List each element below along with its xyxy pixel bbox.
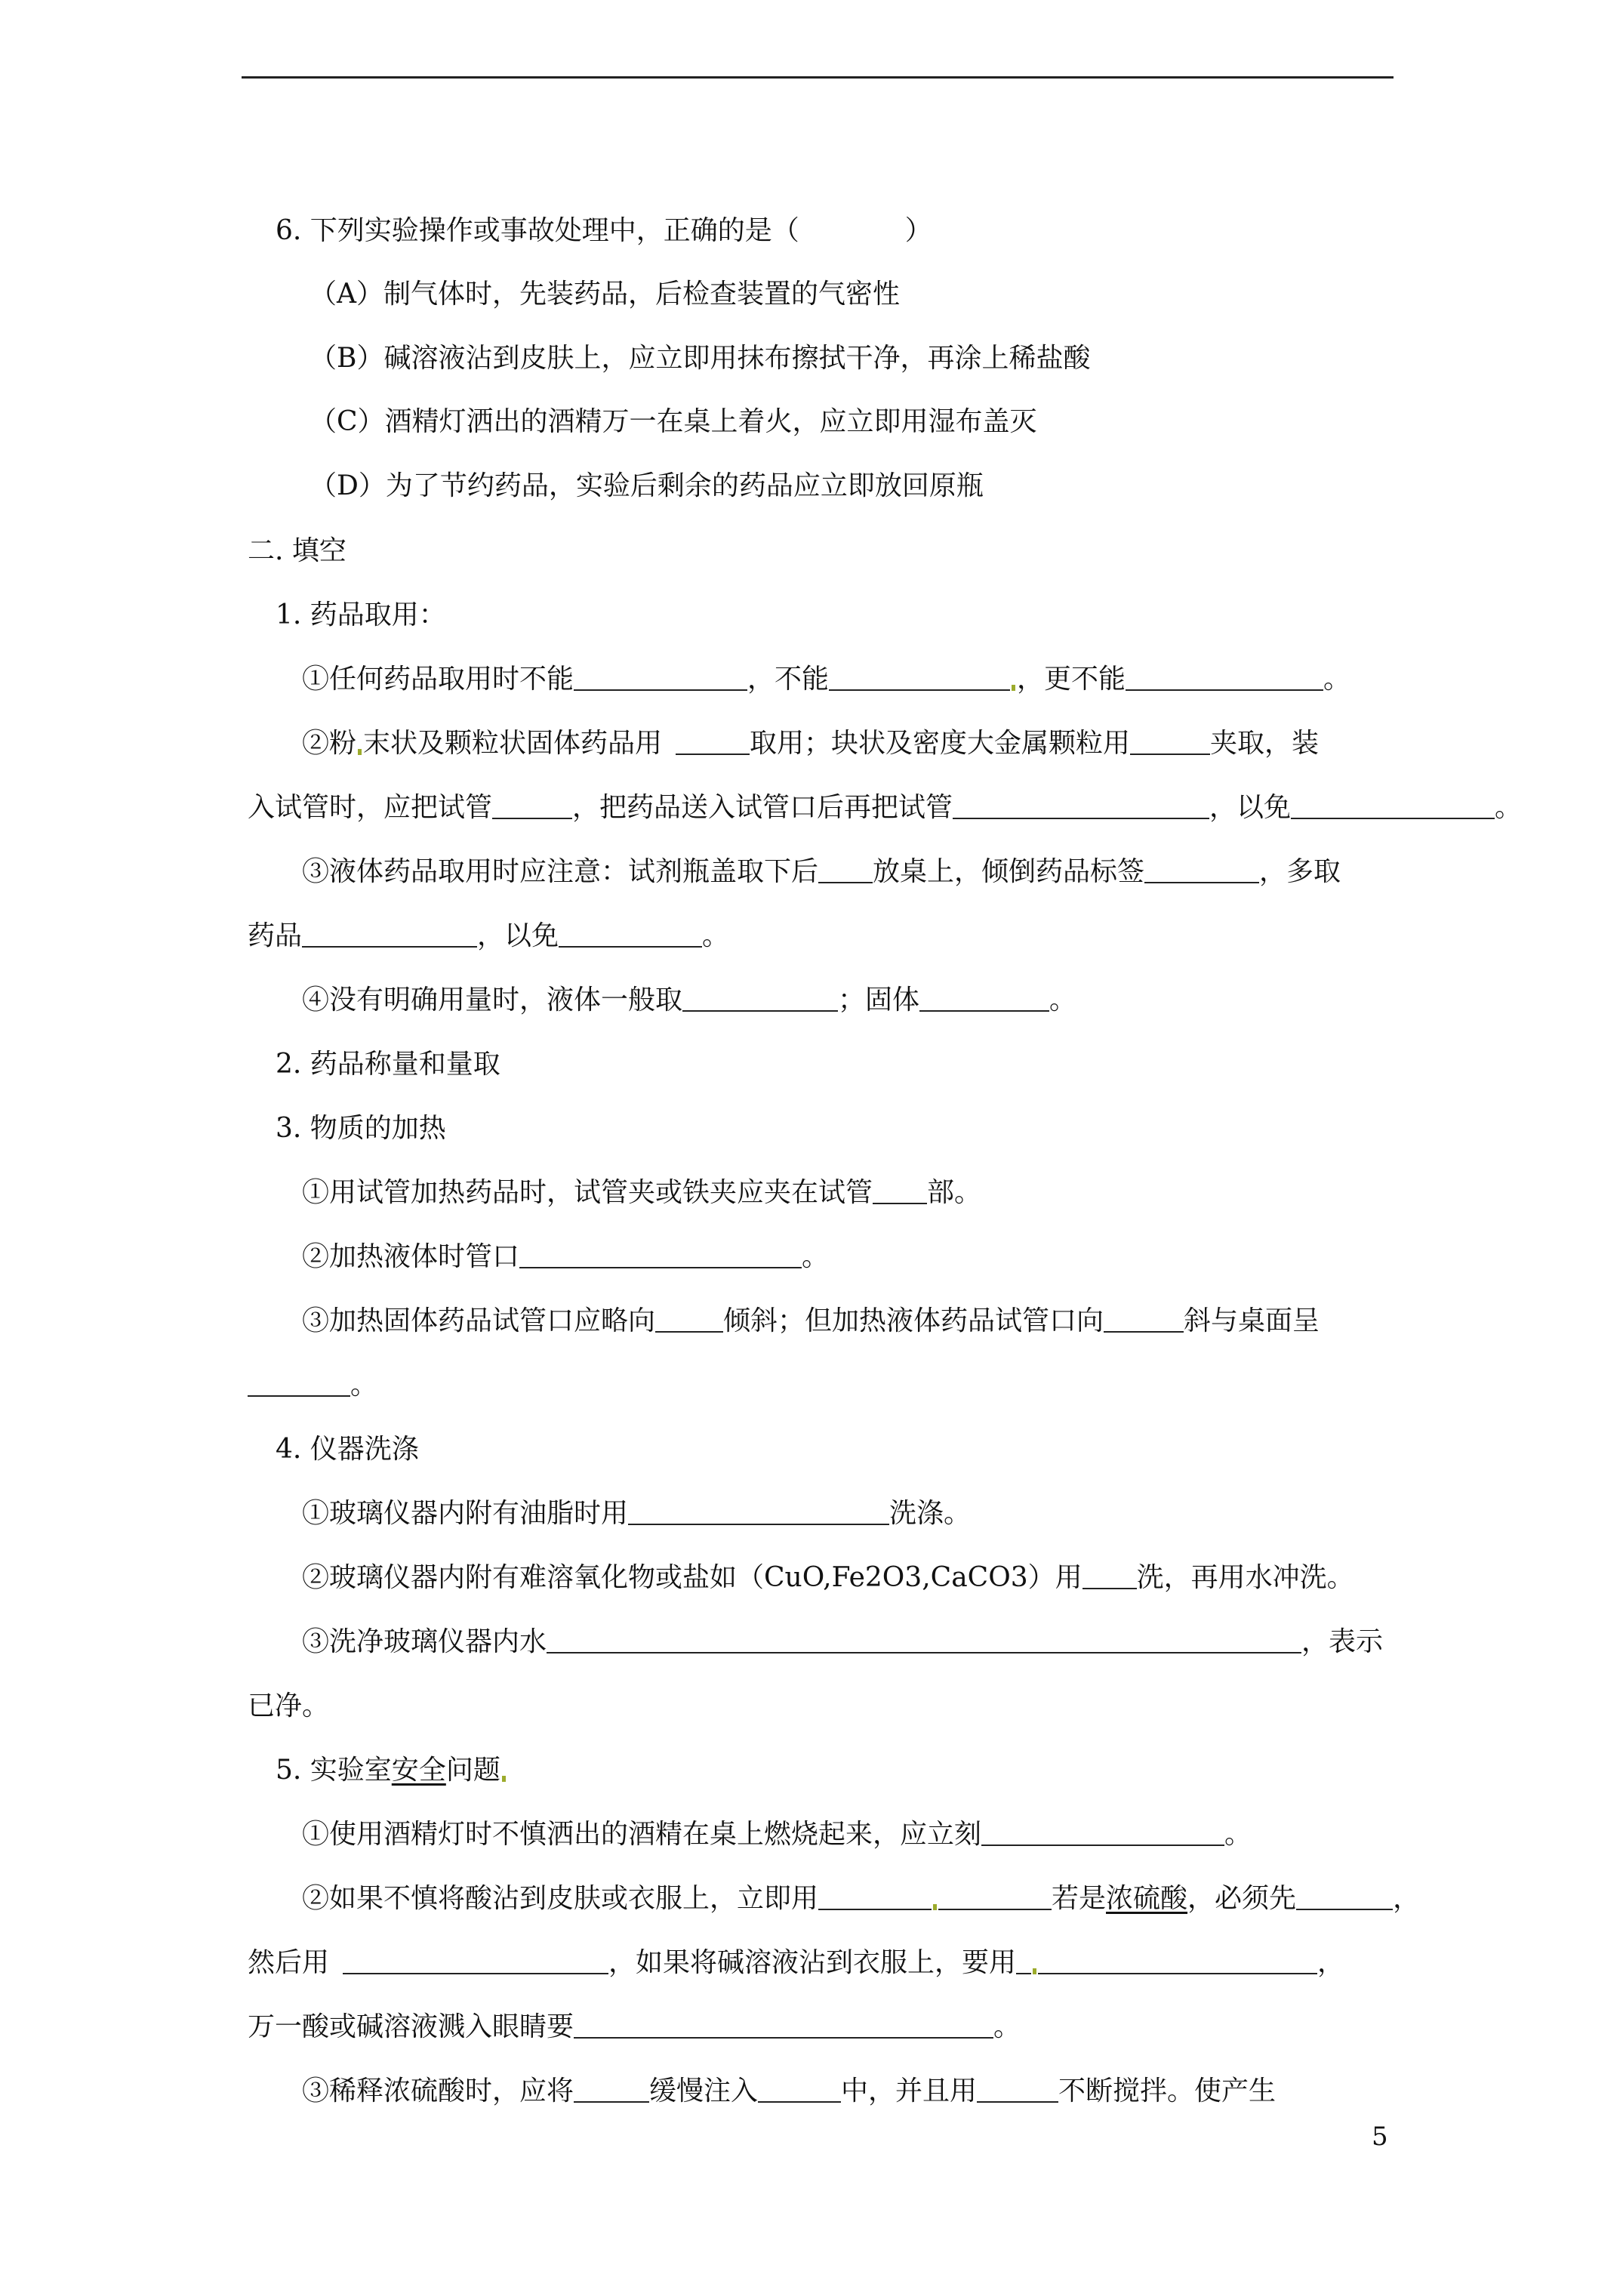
ink-dot	[933, 1904, 937, 1910]
ink-dot	[358, 749, 362, 755]
s5-line-5: ③稀释浓硫酸时，应将 缓慢注入 中，并且用 不断搅拌。使产生	[302, 2076, 1277, 2106]
blank[interactable]	[919, 983, 1049, 1012]
blank[interactable]	[655, 1304, 723, 1333]
s5-line-4: 万一酸或碱溶液溅入眼睛要 。	[248, 2011, 1021, 2042]
s1-line-4: ③液体药品取用时应注意：试剂瓶盖取下后 放桌上，倾倒药品标签 ，多取	[302, 856, 1341, 887]
s1-line-3: 入试管时，应把试管 ，把药品送入试管口后再把试管 ，以免 。	[248, 792, 1523, 823]
blank[interactable]	[977, 2074, 1058, 2103]
option-d: （D）为了节约药品，实验后剩余的药品应立即放回原瓶	[310, 470, 984, 501]
section-title: 二. 填空	[248, 535, 346, 566]
blank[interactable]	[938, 1881, 1052, 1910]
header-rule	[242, 76, 1394, 79]
blank[interactable]	[758, 2074, 841, 2103]
blank[interactable]	[981, 1817, 1224, 1846]
s4-line-4: 已净。	[248, 1690, 330, 1721]
option-c: （C）酒精灯洒出的酒精万一在桌上着火，应立即用湿布盖灭	[310, 406, 1037, 437]
blank[interactable]	[559, 919, 702, 948]
blank[interactable]	[1130, 726, 1210, 755]
blank[interactable]	[818, 855, 873, 883]
s3-line-4: 。	[248, 1367, 377, 1404]
blank[interactable]	[302, 919, 477, 948]
question-6-stem: 6. 下列实验操作或事故处理中，正确的是（ ）	[276, 215, 932, 246]
blank[interactable]	[492, 791, 572, 819]
blank[interactable]	[953, 791, 1209, 819]
page-number: 5	[1372, 2122, 1388, 2152]
s3-line-3: ③加热固体药品试管口应略向 倾斜；但加热液体药品试管口向 斜与桌面呈	[302, 1305, 1320, 1336]
subsection-2-title: 2. 药品称量和量取	[276, 1049, 500, 1080]
s4-line-2: ②玻璃仪器内附有难溶氧化物或盐如（CuO,Fe2O3,CaCO3）用 洗，再用水冲洗。	[302, 1562, 1354, 1593]
option-a: （A）制气体时，先装药品，后检查装置的气密性	[310, 279, 900, 310]
s1-line-6: ④没有明确用量时，液体一般取 ；固体 。	[302, 985, 1077, 1015]
s1-line-1: ①任何药品取用时不能 ，不能 ，更不能 。	[302, 664, 1351, 695]
blank[interactable]	[574, 2074, 649, 2103]
s1-line-2: ②粉 末状及颗粒状固体药品用 取用；块状及密度大金属颗粒用 夹取，装	[302, 728, 1320, 759]
blank[interactable]	[1038, 1946, 1317, 1974]
s5-line-3: 然后用 ，如果将碱溶液沾到衣服上，要用 ，	[248, 1947, 1345, 1978]
ink-dot	[1033, 1968, 1036, 1974]
blank[interactable]	[519, 1240, 802, 1268]
blank[interactable]	[1126, 662, 1323, 691]
blank[interactable]	[1104, 1304, 1184, 1333]
s3-line-2: ②加热液体时管口 。	[302, 1241, 830, 1272]
blank[interactable]	[248, 1368, 350, 1397]
blank[interactable]	[1144, 855, 1259, 883]
blank[interactable]	[829, 662, 1010, 691]
blank[interactable]	[676, 726, 750, 755]
subsection-3-title: 3. 物质的加热	[276, 1113, 446, 1144]
blank[interactable]	[574, 2010, 993, 2039]
blank[interactable]	[873, 1176, 927, 1204]
subsection-1-title: 1. 药品取用：	[276, 599, 446, 630]
subsection-4-title: 4. 仪器洗涤	[276, 1434, 419, 1465]
s1-line-5: 药品 ，以免 。	[248, 920, 730, 951]
s5-line-1: ①使用酒精灯时不慎洒出的酒精在桌上燃烧起来，应立刻 。	[302, 1819, 1252, 1850]
option-b: （B）碱溶液沾到皮肤上，应立即用抹布擦拭干净，再涂上稀盐酸	[310, 343, 1091, 374]
s4-line-1: ①玻璃仪器内附有油脂时用 洗涤。	[302, 1498, 972, 1529]
blank[interactable]	[343, 1946, 608, 1974]
s4-line-3: ③洗净玻璃仪器内水 ，表示	[302, 1626, 1384, 1657]
blank[interactable]	[682, 983, 838, 1012]
blank[interactable]	[1296, 1881, 1393, 1910]
blank[interactable]	[818, 1881, 932, 1910]
blank[interactable]	[547, 1625, 1301, 1653]
blank[interactable]	[628, 1496, 889, 1525]
blank[interactable]	[1083, 1561, 1137, 1589]
s5-line-2: ②如果不慎将酸沾到皮肤或衣服上，立即用 若是浓硫酸，必须先 ，	[302, 1883, 1421, 1914]
ink-dot	[502, 1776, 506, 1782]
blank[interactable]	[1016, 1946, 1031, 1974]
subsection-5-title: 5. 实验室安全问题	[276, 1752, 507, 1789]
blank[interactable]	[574, 662, 747, 691]
ink-dot	[1012, 685, 1015, 691]
blank[interactable]	[1291, 791, 1495, 819]
s3-line-1: ①用试管加热药品时，试管夹或铁夹应夹在试管 部。	[302, 1177, 982, 1208]
